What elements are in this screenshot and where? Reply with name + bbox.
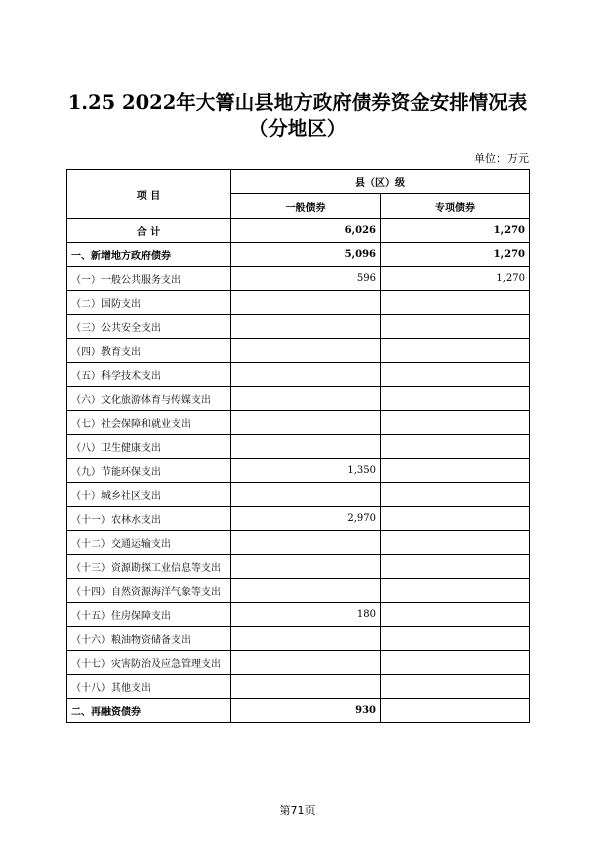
row-special-bond-cell [381, 291, 530, 315]
header-county-level: 县（区）级 [231, 170, 530, 194]
table-row [67, 387, 530, 411]
page-number: 第71页 [279, 804, 316, 817]
row-item-cell: 一、新增地方政府债券 [67, 243, 231, 267]
row-item-cell: （六）文化旅游体育与传媒支出 [67, 387, 231, 411]
row-general-bond-cell [231, 363, 381, 387]
row-general-bond-cell: 5,096 [231, 243, 381, 267]
row-general-bond-cell [231, 531, 381, 555]
table-row [67, 435, 530, 459]
row-general-bond-cell: 2,970 [231, 507, 381, 531]
row-general-bond-cell [231, 675, 381, 699]
row-special-bond-cell [381, 315, 530, 339]
row-general-bond-cell: 6,026 [231, 219, 381, 243]
table-row [67, 219, 530, 243]
header-general-bonds: 一般债券 [231, 194, 381, 219]
row-special-bond-cell [381, 507, 530, 531]
row-general-bond-cell: 596 [231, 267, 381, 291]
header-item: 项 目 [67, 170, 231, 219]
row-special-bond-cell: 1,270 [381, 219, 530, 243]
row-special-bond-cell [381, 339, 530, 363]
row-general-bond-cell [231, 411, 381, 435]
row-special-bond-cell: 1,270 [381, 267, 530, 291]
row-general-bond-cell [231, 315, 381, 339]
table-row [67, 411, 530, 435]
row-special-bond-cell [381, 555, 530, 579]
row-special-bond-cell [381, 603, 530, 627]
row-item-cell: （五）科学技术支出 [67, 363, 231, 387]
table-body [67, 219, 530, 723]
row-special-bond-cell: 1,270 [381, 243, 530, 267]
row-general-bond-cell [231, 579, 381, 603]
row-general-bond-cell: 180 [231, 603, 381, 627]
row-special-bond-cell [381, 483, 530, 507]
table-row [67, 603, 530, 627]
table-row [67, 699, 530, 723]
row-special-bond-cell [381, 363, 530, 387]
row-special-bond-cell [381, 579, 530, 603]
row-item-cell: （十二）交通运输支出 [67, 531, 231, 555]
row-special-bond-cell [381, 387, 530, 411]
table-row [67, 243, 530, 267]
row-general-bond-cell [231, 627, 381, 651]
table-row [67, 507, 530, 531]
unit-label: 单位：万元 [474, 152, 529, 165]
row-special-bond-cell [381, 435, 530, 459]
header-special-bonds: 专项债券 [381, 194, 530, 219]
row-item-cell: （十）城乡社区支出 [67, 483, 231, 507]
row-general-bond-cell [231, 291, 381, 315]
row-item-cell: （十八）其他支出 [67, 675, 231, 699]
table-row [67, 531, 530, 555]
row-general-bond-cell [231, 651, 381, 675]
row-item-cell: （一）一般公共服务支出 [67, 267, 231, 291]
row-item-cell: （十三）资源勘探工业信息等支出 [67, 555, 231, 579]
row-item-cell: （十四）自然资源海洋气象等支出 [67, 579, 231, 603]
row-general-bond-cell [231, 435, 381, 459]
row-general-bond-cell [231, 555, 381, 579]
row-item-cell: 合 计 [67, 219, 231, 243]
row-special-bond-cell [381, 459, 530, 483]
row-item-cell: 二、再融资债券 [67, 699, 231, 723]
table-row [67, 555, 530, 579]
table-row [67, 675, 530, 699]
table-row [67, 339, 530, 363]
table-row [67, 579, 530, 603]
row-special-bond-cell [381, 675, 530, 699]
row-general-bond-cell [231, 387, 381, 411]
table-row [67, 267, 530, 291]
row-item-cell: （十七）灾害防治及应急管理支出 [67, 651, 231, 675]
page-title: 1.25 2022年大箐山县地方政府债券资金安排情况表 [67, 91, 528, 114]
row-item-cell: （十五）住房保障支出 [67, 603, 231, 627]
table-row [67, 627, 530, 651]
page-subtitle: （分地区） [248, 117, 347, 140]
row-item-cell: （九）节能环保支出 [67, 459, 231, 483]
row-special-bond-cell [381, 531, 530, 555]
row-general-bond-cell [231, 339, 381, 363]
row-special-bond-cell [381, 627, 530, 651]
row-special-bond-cell [381, 411, 530, 435]
row-special-bond-cell [381, 699, 530, 723]
row-item-cell: （七）社会保障和就业支出 [67, 411, 231, 435]
row-item-cell: （三）公共安全支出 [67, 315, 231, 339]
table-header [67, 170, 530, 219]
table-row [67, 315, 530, 339]
row-general-bond-cell [231, 483, 381, 507]
row-item-cell: （二）国防支出 [67, 291, 231, 315]
table-row [67, 291, 530, 315]
row-item-cell: （十一）农林水支出 [67, 507, 231, 531]
table-row [67, 459, 530, 483]
row-special-bond-cell [381, 651, 530, 675]
row-item-cell: （四）教育支出 [67, 339, 231, 363]
table-row [67, 651, 530, 675]
table-row [67, 483, 530, 507]
bond-allocation-table [66, 169, 530, 723]
row-item-cell: （十六）粮油物资储备支出 [67, 627, 231, 651]
row-general-bond-cell: 1,350 [231, 459, 381, 483]
row-item-cell: （八）卫生健康支出 [67, 435, 231, 459]
table-row [67, 363, 530, 387]
row-general-bond-cell: 930 [231, 699, 381, 723]
